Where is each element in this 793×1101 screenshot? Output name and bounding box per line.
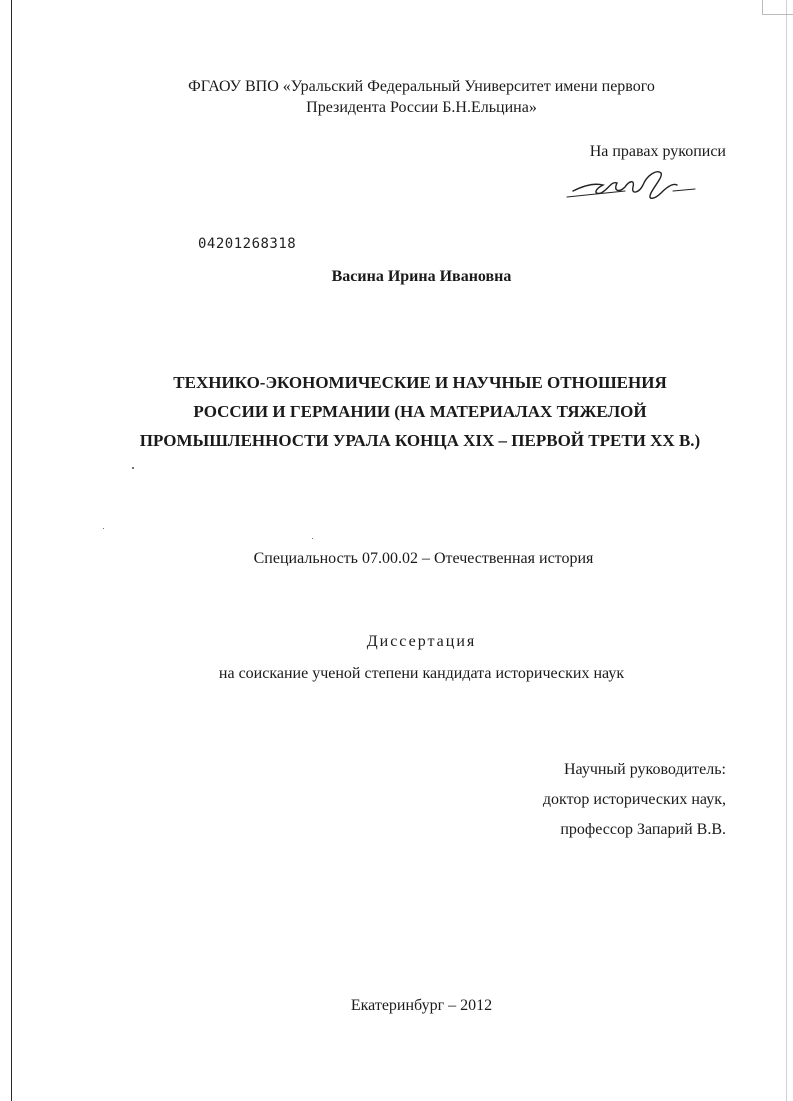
scan-edge-left: [11, 0, 12, 1101]
dissertation-title-line-3: ПРОМЫШЛЕННОСТИ УРАЛА КОНЦА XIX – ПЕРВОЙ ТРЕТИ XX В.): [139, 431, 701, 450]
scan-corner-mark: [762, 0, 793, 15]
city-year: Екатеринбург – 2012: [350, 997, 493, 1014]
scan-speck: [132, 467, 134, 469]
advisor-heading: Научный руководитель:: [563, 761, 726, 778]
dissertation-title-line-1: ТЕХНИКО-ЭКОНОМИЧЕСКИЕ И НАУЧНЫЕ ОТНОШЕНИЯ: [173, 373, 667, 392]
scan-speck: [103, 528, 104, 529]
author-name: Васина Ирина Ивановна: [331, 268, 512, 285]
dissertation-title-line-2: РОССИИ И ГЕРМАНИИ (НА МАТЕРИАЛАХ ТЯЖЕЛОЙ: [193, 402, 647, 421]
scan-speck: [312, 538, 313, 539]
specialty: Специальность 07.00.02 – Отечественная история: [253, 550, 594, 567]
dissertation-label: Диссертация: [366, 633, 477, 650]
manuscript-note: На правах рукописи: [589, 143, 726, 160]
dissertation-subtitle: на соискание ученой степени кандидата исторических наук: [218, 665, 625, 682]
organization-line-1: ФГАОУ ВПО «Уральский Федеральный Университет имени первого: [188, 78, 655, 95]
document-number: 04201268318: [198, 236, 297, 252]
handwritten-signature: [565, 163, 705, 208]
organization-line-2: Президента России Б.Н.Ельцина»: [306, 99, 537, 116]
advisor-name: профессор Запарий В.В.: [560, 821, 726, 838]
advisor-degree: доктор исторических наук,: [542, 791, 726, 808]
